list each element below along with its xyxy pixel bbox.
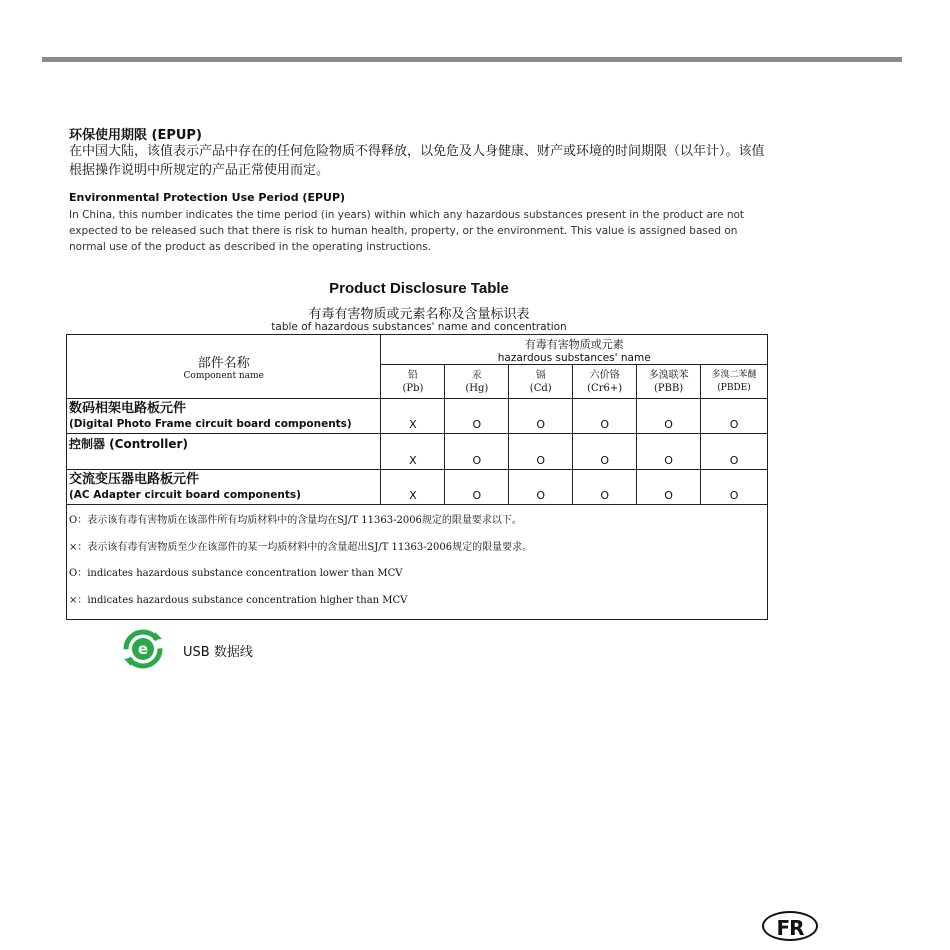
mark-cell: O [445, 470, 509, 505]
epup-title-en: Environmental Protection Use Period (EPUP) [69, 191, 346, 204]
epup-title-zh: 环保使用期限 (EPUP) [69, 128, 202, 143]
epup-body-zh: 在中国大陆，该值表示产品中存在的任何危险物质不得释放，以免危及人身健康、财产或环境的时间期限（以年计）。该值根据操作说明中所规定的产品正常使用而定。 [69, 144, 765, 178]
mark-cell: O [509, 399, 573, 434]
component-name-en: (Digital Photo Frame circuit board components) [69, 418, 352, 430]
mark-cell: X [381, 434, 445, 470]
note-line: O：表示该有毒有害物质在该部件所有均质材料中的含量均在SJ/T 11363-2006规定的限量要求以下。 [69, 515, 522, 526]
mark-cell: X [381, 399, 445, 434]
logo-label: USB 数据线 [183, 645, 253, 660]
note-line: ×：表示该有毒有害物质至少在该部件的某一均质材料中的含量超出SJ/T 11363-2006规定的限量要求。 [69, 541, 533, 553]
substance-header [637, 365, 701, 399]
svg-text:e: e [137, 640, 149, 658]
epup-body-en: In China, this number indicates the time period (in years) within which any hazardous substances present in the product are not expected to be released such that there is risk to human health, property, or the environment. This value is assigned based on normal use of the product as described in the operating instructions. [69, 209, 745, 253]
substance-en: (Cr6+) [587, 382, 623, 394]
component-name-zh: 控制器 (Controller) [69, 437, 188, 451]
substance-header [509, 365, 573, 399]
substance-header [381, 365, 445, 399]
hazard-header-en: hazardous substances' name [497, 351, 651, 364]
substance-header [445, 365, 509, 399]
mark-cell: O [701, 399, 768, 434]
table-row [67, 399, 768, 434]
substance-en: (Hg) [465, 382, 489, 394]
table-row [67, 434, 768, 470]
substance-en: (PBB) [653, 382, 684, 394]
substance-zh: 铅 [407, 369, 418, 381]
epup-e-recycle-icon [122, 629, 164, 669]
mark-cell: O [509, 470, 573, 505]
mark-cell: O [701, 434, 768, 470]
component-header-en: Component name [183, 371, 264, 381]
mark-cell: O [509, 434, 573, 470]
substance-zh: 六价铬 [589, 369, 620, 381]
disclosure-table-title: Product Disclosure Table [329, 280, 509, 297]
table-notes [67, 505, 768, 620]
substance-zh: 镉 [535, 369, 546, 381]
component-name-en: (AC Adapter circuit board components) [69, 489, 301, 501]
mark-cell: O [573, 399, 637, 434]
disclosure-table-subtitle-zh: 有毒有害物质或元素名称及含量标识表 [308, 307, 530, 322]
mark-cell: O [573, 434, 637, 470]
mark-cell: X [381, 470, 445, 505]
note-line: ×：indicates hazardous substance concentration higher than MCV [69, 594, 408, 606]
notes-row [67, 505, 768, 620]
substance-header [701, 365, 768, 399]
component-name-zh: 交流变压器电路板元件 [69, 472, 200, 487]
substance-en: (PBDE) [717, 382, 751, 393]
substance-en: (Cd) [529, 382, 552, 394]
substance-zh: 汞 [471, 369, 482, 381]
substance-header [573, 365, 637, 399]
substance-zh: 多溴联苯 [648, 369, 689, 381]
component-name [67, 399, 381, 434]
mark-cell: O [445, 434, 509, 470]
disclosure-table-subtitle-en: table of hazardous substances' name and concentration [271, 321, 567, 333]
note-line: O：indicates hazardous substance concentration lower than MCV [69, 568, 403, 579]
hazard-header-zh: 有毒有害物质或元素 [524, 337, 624, 351]
mark-cell: O [573, 470, 637, 505]
component-name [67, 434, 381, 470]
hazard-header [381, 335, 768, 365]
mark-cell: O [637, 399, 701, 434]
component-name [67, 470, 381, 505]
header-rule [42, 57, 902, 62]
mark-cell: O [637, 434, 701, 470]
table-row [67, 470, 768, 505]
component-header-zh: 部件名称 [197, 356, 250, 371]
mark-cell: O [445, 399, 509, 434]
mark-cell: O [701, 470, 768, 505]
substance-en: (Pb) [402, 382, 424, 394]
mark-cell: O [637, 470, 701, 505]
component-header [67, 335, 381, 399]
substance-zh: 多溴二苯醚 [711, 369, 757, 380]
component-name-zh: 数码相架电路板元件 [69, 401, 187, 416]
disclosure-table [66, 334, 768, 620]
language-marker: FR [762, 911, 818, 941]
